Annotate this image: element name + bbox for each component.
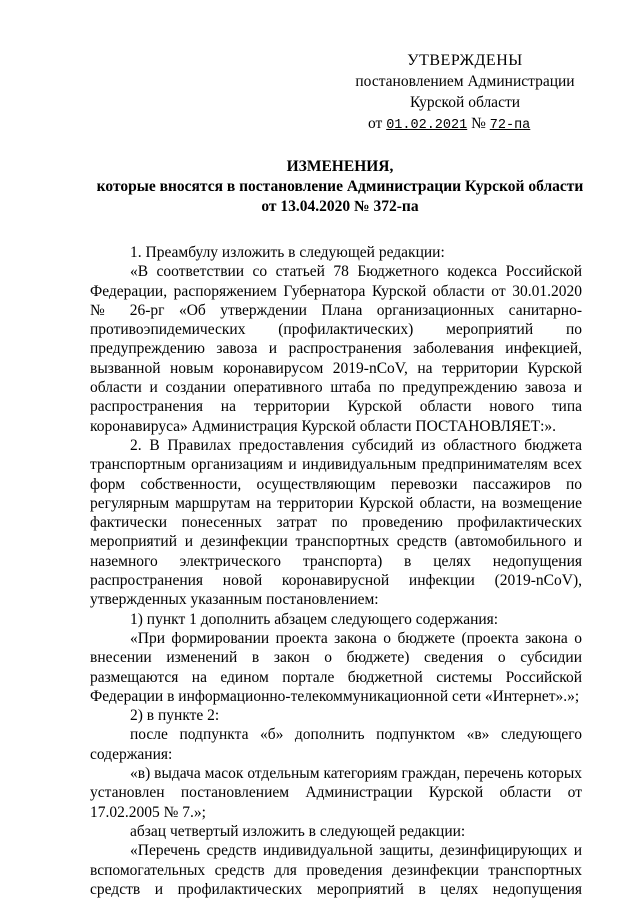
paragraph-8: «в) выдача масок отдельным категориям граждан, перечень которых установлен постановлением Администрации Курской области от 17.02.2005 № 7.»;	[90, 765, 582, 821]
approval-number: 72-па	[489, 118, 531, 133]
paragraph-10: «Перечень средств индивидуальной защиты, дезинфицирующих и вспомогательных средств для проведения дезинфекции транспортных средств и профилактических мероприятий в целях недопущения	[90, 842, 582, 898]
paragraph-5: «При формировании проекта закона о бюджете (проекта закона о внесении изменений в закон о бюджете) сведения о субсидии размещаются на едином портале бюджетной системы Российской Федерации в информационно-телекоммуникационной сети «Интернет».»;	[90, 629, 582, 705]
approval-region: Курской области	[409, 94, 521, 111]
number-prefix: №	[471, 115, 486, 132]
document-body	[90, 243, 582, 899]
approval-authority: постановлением Администрации	[355, 73, 575, 90]
approval-date: 01.02.2021	[386, 118, 468, 133]
paragraph-4: 1) пункт 1 дополнить абзацем следующего содержания:	[130, 610, 499, 628]
title-line-1: ИЗМЕНЕНИЯ,	[286, 158, 394, 175]
title-line-2: которые вносятся в постановление Администрации Курской области	[96, 178, 584, 195]
paragraph-9: абзац четвертый изложить в следующей редакции:	[130, 822, 466, 840]
paragraph-1: 1. Преамбулу изложить в следующей редакции:	[130, 244, 445, 261]
paragraph-2: «В соответствии со статьей 78 Бюджетного кодекса Российской Федерации, распоряжением Губернатора Курской области от 30.01.2020 № 26-рг «Об утверждении Плана организационных санитарно-противоэпидемических (профилактических) мероприятий по предупреждению завоза и распространения заболевания инфекцией, вызванной новым коронавирусом 2019-nCoV, на территории Курской области и создании оперативного штаба по предупреждению завоза и распространения на территории Курской области нового типа коронавируса» Администрация Курской области ПОСТАНОВЛЯЕТ:».	[90, 263, 582, 435]
approval-title: УТВЕРЖДЕНЫ	[407, 52, 523, 69]
paragraph-7: после подпункта «б» дополнить подпунктом «в» следующего содержания:	[90, 726, 582, 763]
approval-stamp	[340, 50, 590, 136]
document-title	[80, 157, 600, 217]
title-line-3: от 13.04.2020 № 372-па	[261, 198, 419, 215]
paragraph-3: 2. В Правилах предоставления субсидий из областного бюджета транспортным организациям и индивидуальным предпринимателям всех форм собственности, осуществляющим перевозки пассажиров по регулярным маршрутам на территории Курской области, на возмещение фактически понесенных затрат по проведению профилактических мероприятий и дезинфекции транспортных средств (автомобильного и наземного электрического транспорта) в целях недопущения распространения новой коронавирусной инфекции (2019-nCoV), утвержденных указанным постановлением:	[90, 436, 582, 609]
approval-date-line	[340, 113, 590, 136]
date-prefix: от	[368, 115, 383, 132]
paragraph-6: 2) в пункте 2:	[130, 707, 220, 725]
